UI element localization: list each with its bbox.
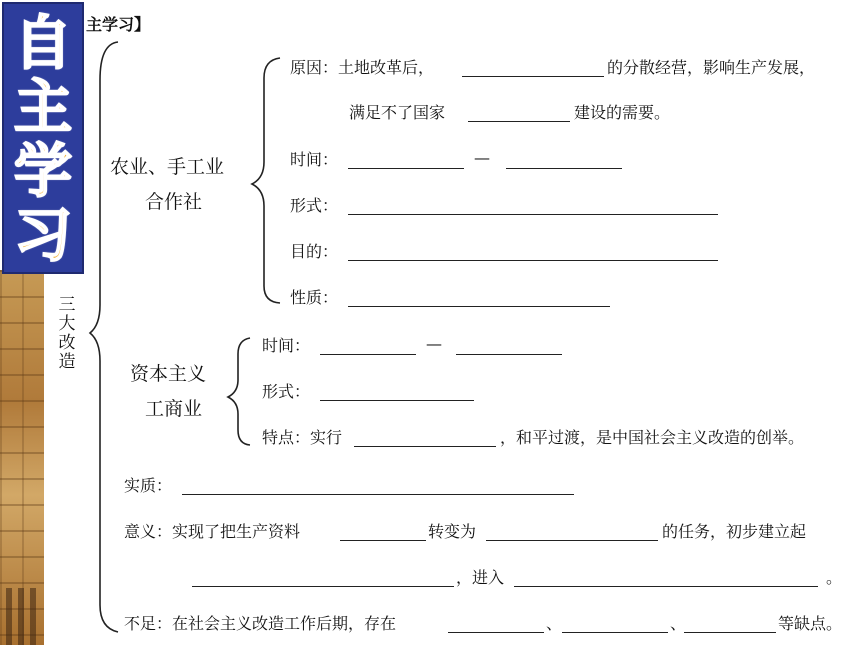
agri-nature-label: 性质： xyxy=(290,288,339,307)
capital-time-label: 时间： xyxy=(262,336,311,355)
agri-nature-blank[interactable] xyxy=(348,306,610,307)
essence-label: 实质： xyxy=(124,476,173,495)
main-brace xyxy=(90,42,118,632)
capital-time-end-blank[interactable] xyxy=(456,354,562,355)
capital-time-start-blank[interactable] xyxy=(320,354,416,355)
agri-label-line1: 农业、手工业 xyxy=(110,156,225,178)
agri-brace xyxy=(252,58,280,303)
shortcoming-sep-2: 、 xyxy=(670,614,687,633)
shortcoming-label: 不足：在社会主义改造工作后期，存在 xyxy=(124,614,397,633)
agri-purpose-label: 目的： xyxy=(290,242,339,261)
title-char-4: 习 xyxy=(13,201,72,269)
side-label-char: 改 xyxy=(58,333,76,353)
capital-label-line1: 资本主义 xyxy=(130,363,207,385)
significance-blank-4[interactable] xyxy=(514,586,818,587)
agri-reason-cont: 满足不了国家 xyxy=(349,103,446,122)
essence-blank[interactable] xyxy=(182,494,574,495)
capital-time-dash: — xyxy=(426,334,442,353)
side-label-char: 三 xyxy=(58,295,76,315)
agri-label-line2: 合作社 xyxy=(145,191,203,213)
significance-label: 意义：实现了把生产资料 xyxy=(124,522,301,541)
agri-reason-end: 建设的需要。 xyxy=(574,103,671,122)
title-char-2: 主 xyxy=(13,73,72,141)
capital-brace xyxy=(228,338,250,445)
shortcoming-end: 等缺点。 xyxy=(778,614,843,633)
agri-time-end-blank[interactable] xyxy=(506,168,622,169)
agri-purpose-blank[interactable] xyxy=(348,260,718,261)
agri-reason-text: 的分散经营，影响生产发展， xyxy=(607,58,816,77)
shortcoming-sep-1: 、 xyxy=(546,614,563,633)
capital-feature-blank[interactable] xyxy=(354,446,496,447)
significance-text-3: ，进入 xyxy=(456,568,505,587)
section-header: 主学习】 xyxy=(86,15,151,34)
title-char-3: 学 xyxy=(13,137,72,205)
significance-blank-3[interactable] xyxy=(192,586,454,587)
agri-time-label: 时间： xyxy=(290,150,339,169)
significance-blank-2[interactable] xyxy=(486,540,658,541)
significance-text-4: 。 xyxy=(826,568,843,587)
side-label-char: 造 xyxy=(58,352,76,372)
capital-label-line2: 工商业 xyxy=(145,398,203,420)
capital-form-blank[interactable] xyxy=(320,400,474,401)
significance-blank-1[interactable] xyxy=(340,540,426,541)
shortcoming-blank-3[interactable] xyxy=(684,632,776,633)
agri-reason-blank-2[interactable] xyxy=(468,121,570,122)
capital-form-label: 形式： xyxy=(262,382,311,401)
agri-form-blank[interactable] xyxy=(348,214,718,215)
title-char-1: 自 xyxy=(13,9,72,77)
side-label-char: 大 xyxy=(58,314,76,334)
shortcoming-blank-2[interactable] xyxy=(562,632,668,633)
capital-feature-text: ，和平过渡，是中国社会主义改造的创举。 xyxy=(500,428,805,447)
significance-text-1: 转变为 xyxy=(428,522,477,541)
agri-reason-blank-1[interactable] xyxy=(462,76,604,77)
agri-reason-label: 原因：土地改革后， xyxy=(290,58,435,77)
shortcoming-blank-1[interactable] xyxy=(448,632,544,633)
agri-time-dash: — xyxy=(474,148,490,167)
capital-feature-label: 特点：实行 xyxy=(262,428,343,447)
agri-time-start-blank[interactable] xyxy=(348,168,464,169)
agri-form-label: 形式： xyxy=(290,196,339,215)
significance-text-2: 的任务，初步建立起 xyxy=(662,522,807,541)
